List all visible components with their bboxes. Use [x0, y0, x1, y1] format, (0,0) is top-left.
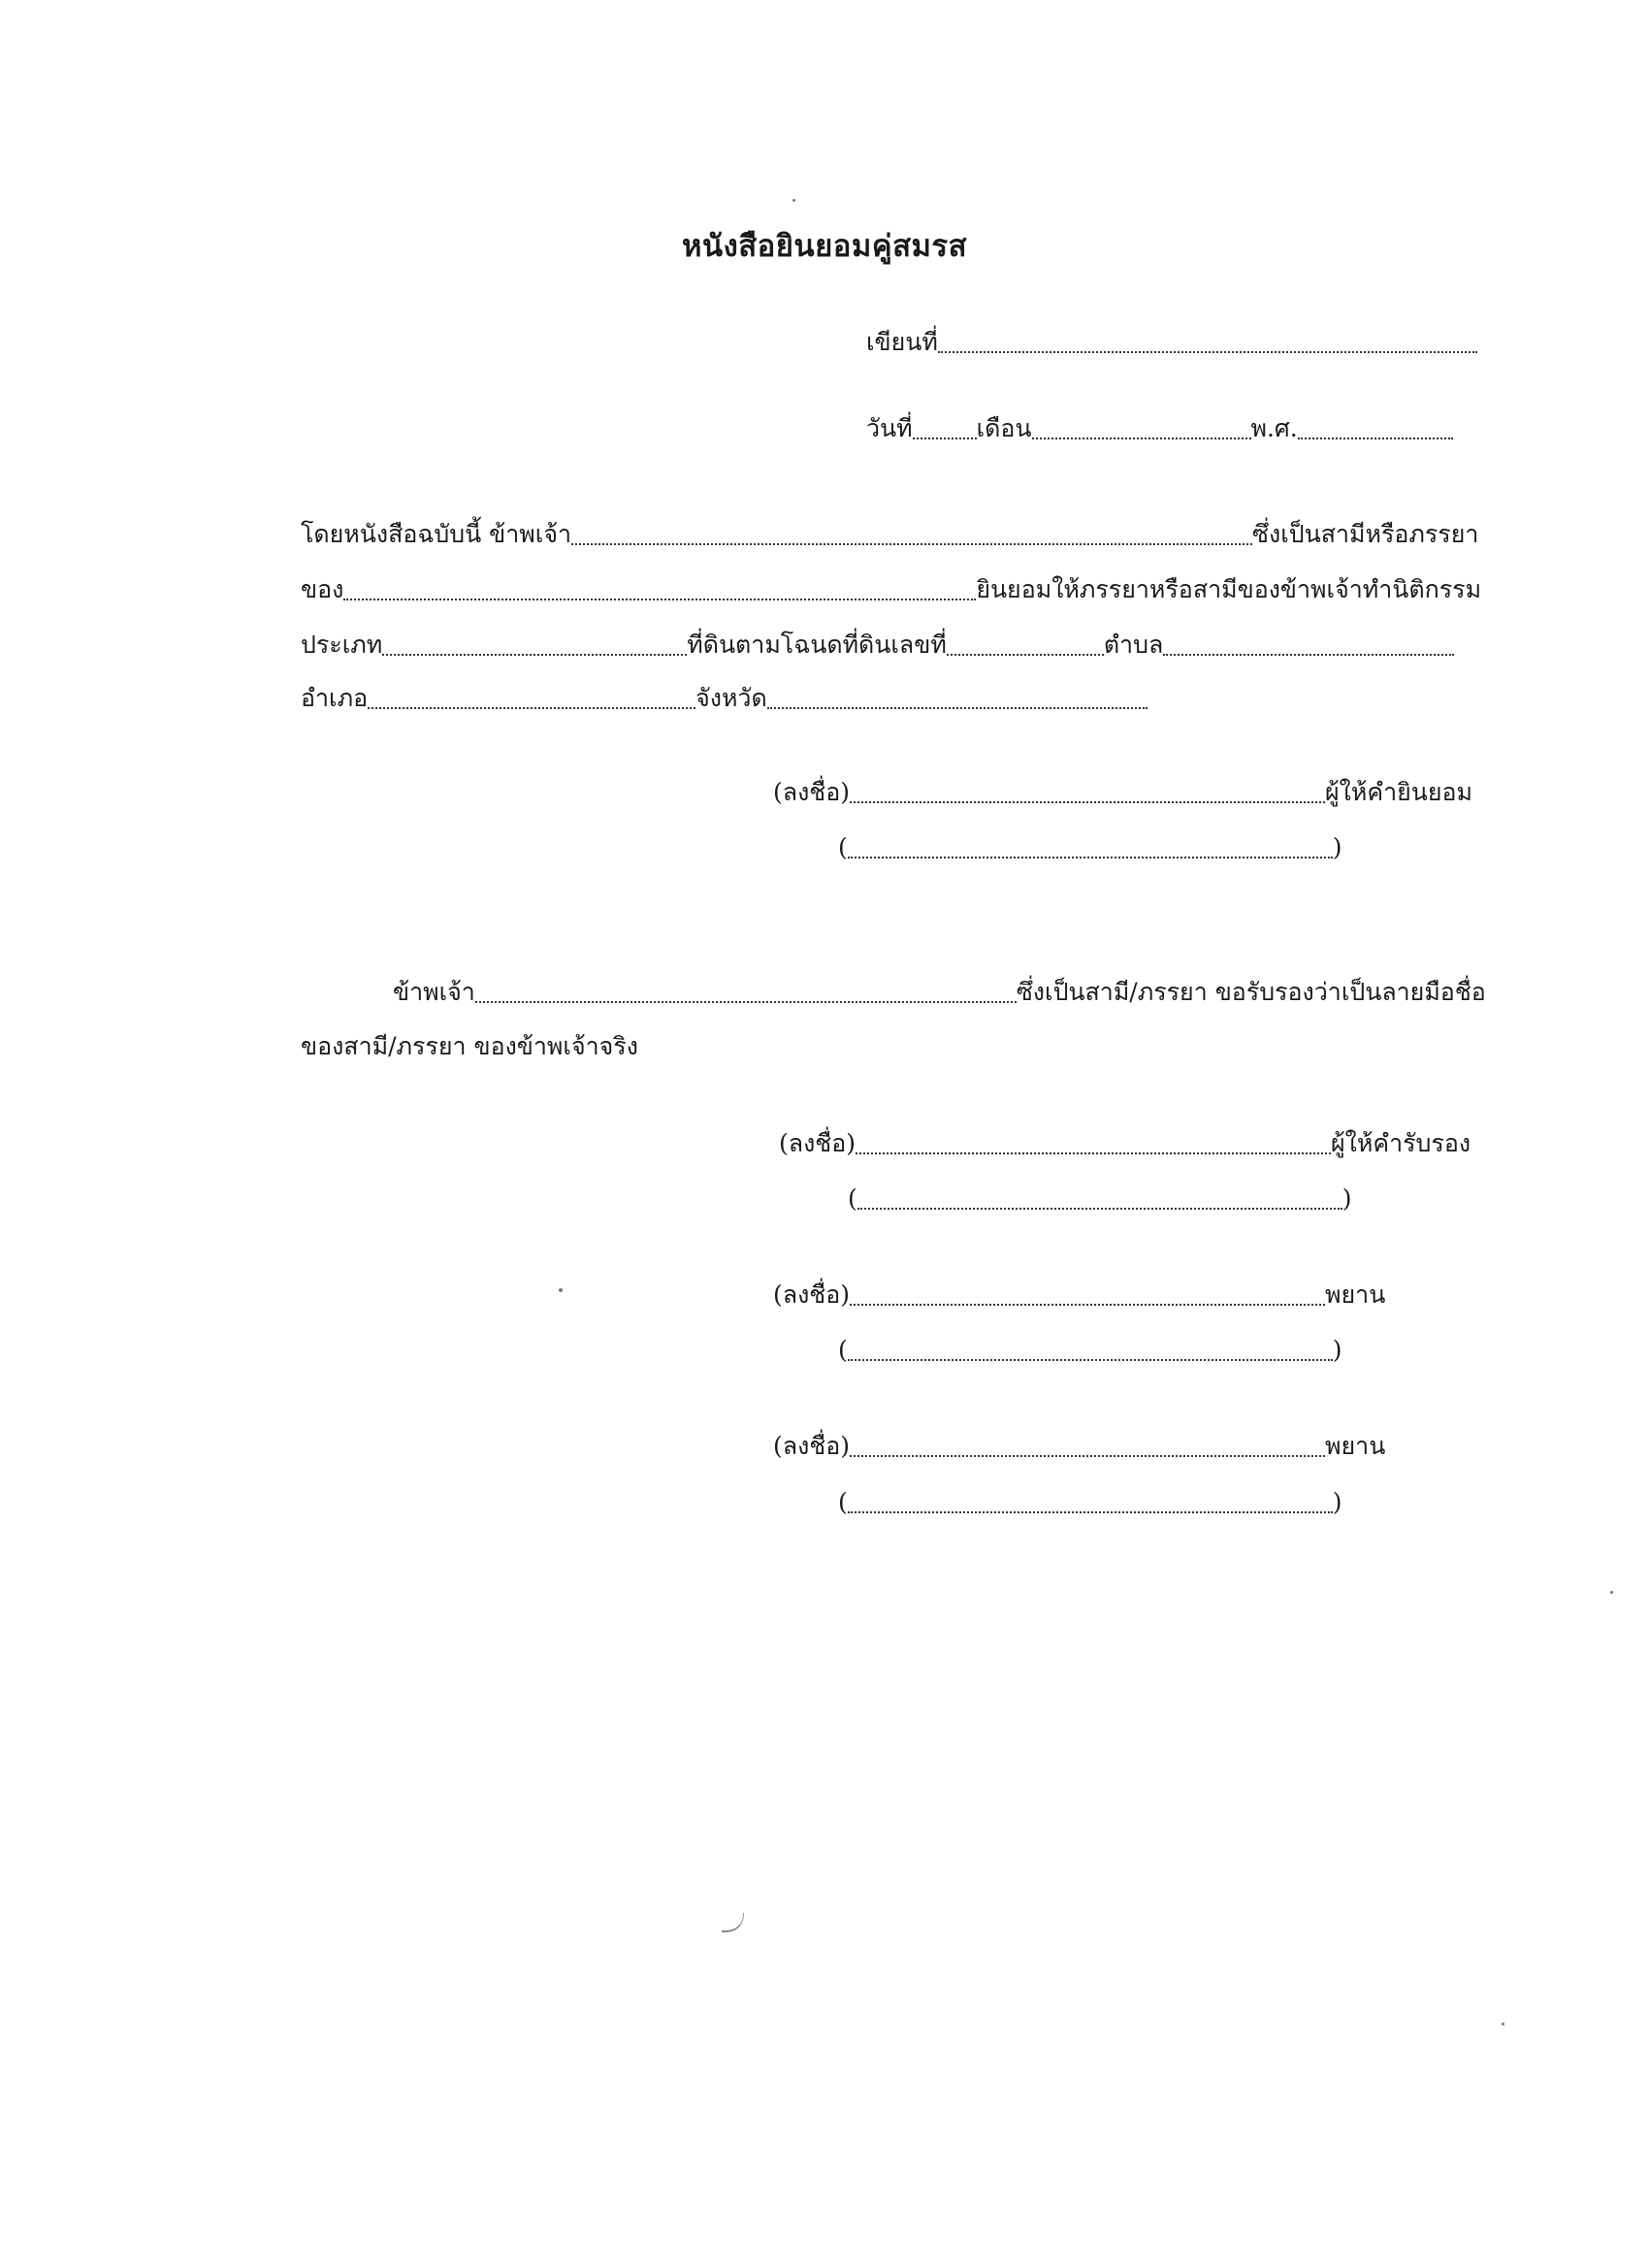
body-line-4 [301, 682, 1148, 715]
open-paren: ( [838, 1336, 848, 1364]
witness-role: พยาน [1325, 1432, 1386, 1460]
witness-1-name-row [838, 1334, 1342, 1367]
certifier-signature-field[interactable] [856, 1147, 1331, 1154]
scan-smudge [722, 1913, 744, 1932]
certification-line-2 [301, 1030, 638, 1063]
sign-label: (ลงชื่อ) [773, 1280, 851, 1309]
certifier-printed-name-field[interactable] [857, 1202, 1342, 1210]
document-title: หนังสือยินยอมคู่สมรส [681, 229, 968, 264]
year-label: พ.ศ. [1250, 414, 1298, 442]
certifier-name-field[interactable] [475, 995, 1017, 1003]
month-label: เดือน [976, 414, 1032, 442]
open-paren: ( [838, 833, 848, 861]
open-paren: ( [848, 1184, 857, 1213]
sign-label: (ลงชื่อ) [773, 778, 851, 806]
body-line-2 [301, 573, 1481, 606]
close-paren: ) [1332, 833, 1342, 861]
consenter-signature-field[interactable] [850, 795, 1325, 803]
certifier-role: ผู้ให้คำรับรอง [1331, 1129, 1471, 1157]
certifier-signature-row [779, 1127, 1471, 1160]
close-paren: ) [1332, 1336, 1342, 1364]
witness-2-name-field[interactable] [848, 1506, 1333, 1513]
certification-line-1 [393, 976, 1486, 1009]
spouse-name-field[interactable] [343, 593, 976, 600]
written-at-row [866, 326, 1477, 359]
scan-speck [792, 199, 795, 202]
intro-text: โดยหนังสือฉบับนี้ ข้าพเจ้า [301, 520, 572, 548]
consenter-signature-row [773, 776, 1472, 809]
body-line-1 [301, 518, 1478, 551]
close-paren: ) [1332, 1488, 1342, 1516]
transaction-type-field[interactable] [382, 648, 687, 656]
consenter-name-row [838, 831, 1342, 864]
date-row [866, 412, 1453, 445]
witness-1-signature-field[interactable] [850, 1298, 1325, 1306]
certification-intro: ข้าพเจ้า [393, 978, 475, 1006]
subdistrict-field[interactable] [1163, 648, 1454, 656]
type-label: ประเภท [301, 631, 383, 659]
year-field[interactable] [1298, 432, 1453, 439]
scan-speck [1502, 2023, 1504, 2025]
district-label: อำเภอ [301, 684, 369, 712]
body-line-3 [301, 629, 1454, 662]
consenter-name-field[interactable] [848, 851, 1333, 859]
spouse-of-text: ซึ่งเป็นสามีหรือภรรยา [1252, 520, 1479, 548]
certification-statement-cont: ของสามี/ภรรยา ของข้าพเจ้าจริง [301, 1032, 638, 1060]
sign-label: (ลงชื่อ) [773, 1432, 851, 1460]
land-deed-label: ที่ดินตามโฉนดที่ดินเลขที่ [687, 631, 947, 659]
province-field[interactable] [767, 701, 1148, 709]
close-paren: ) [1342, 1184, 1352, 1213]
scan-speck [559, 1288, 563, 1292]
sign-label: (ลงชื่อ) [779, 1129, 857, 1157]
subdistrict-label: ตำบล [1103, 631, 1164, 659]
consenter-role: ผู้ให้คำยินยอม [1325, 778, 1473, 806]
witness-1-signature-row [773, 1279, 1385, 1312]
of-text: ของ [301, 575, 344, 603]
consent-text: ยินยอมให้ภรรยาหรือสามีของข้าพเจ้าทำนิติกรรม [976, 575, 1482, 603]
scan-speck [1610, 1591, 1613, 1594]
witness-role: พยาน [1325, 1280, 1386, 1309]
certification-statement: ซึ่งเป็นสามี/ภรรยา ขอรับรองว่าเป็นลายมือชื่อ [1016, 978, 1486, 1006]
written-at-label: เขียนที่ [866, 328, 938, 356]
witness-2-name-row [838, 1486, 1342, 1519]
month-field[interactable] [1032, 432, 1251, 439]
district-field[interactable] [368, 701, 695, 709]
witness-2-signature-row [773, 1430, 1385, 1463]
witness-1-name-field[interactable] [848, 1353, 1333, 1361]
deed-number-field[interactable] [947, 648, 1104, 656]
province-label: จังหวัด [695, 684, 767, 712]
declarant-name-field[interactable] [571, 537, 1252, 545]
date-field[interactable] [913, 432, 977, 439]
written-at-field[interactable] [938, 345, 1477, 353]
witness-2-signature-field[interactable] [850, 1449, 1325, 1457]
certifier-name-row [848, 1183, 1352, 1215]
open-paren: ( [838, 1488, 848, 1516]
date-label: วันที่ [866, 414, 913, 442]
